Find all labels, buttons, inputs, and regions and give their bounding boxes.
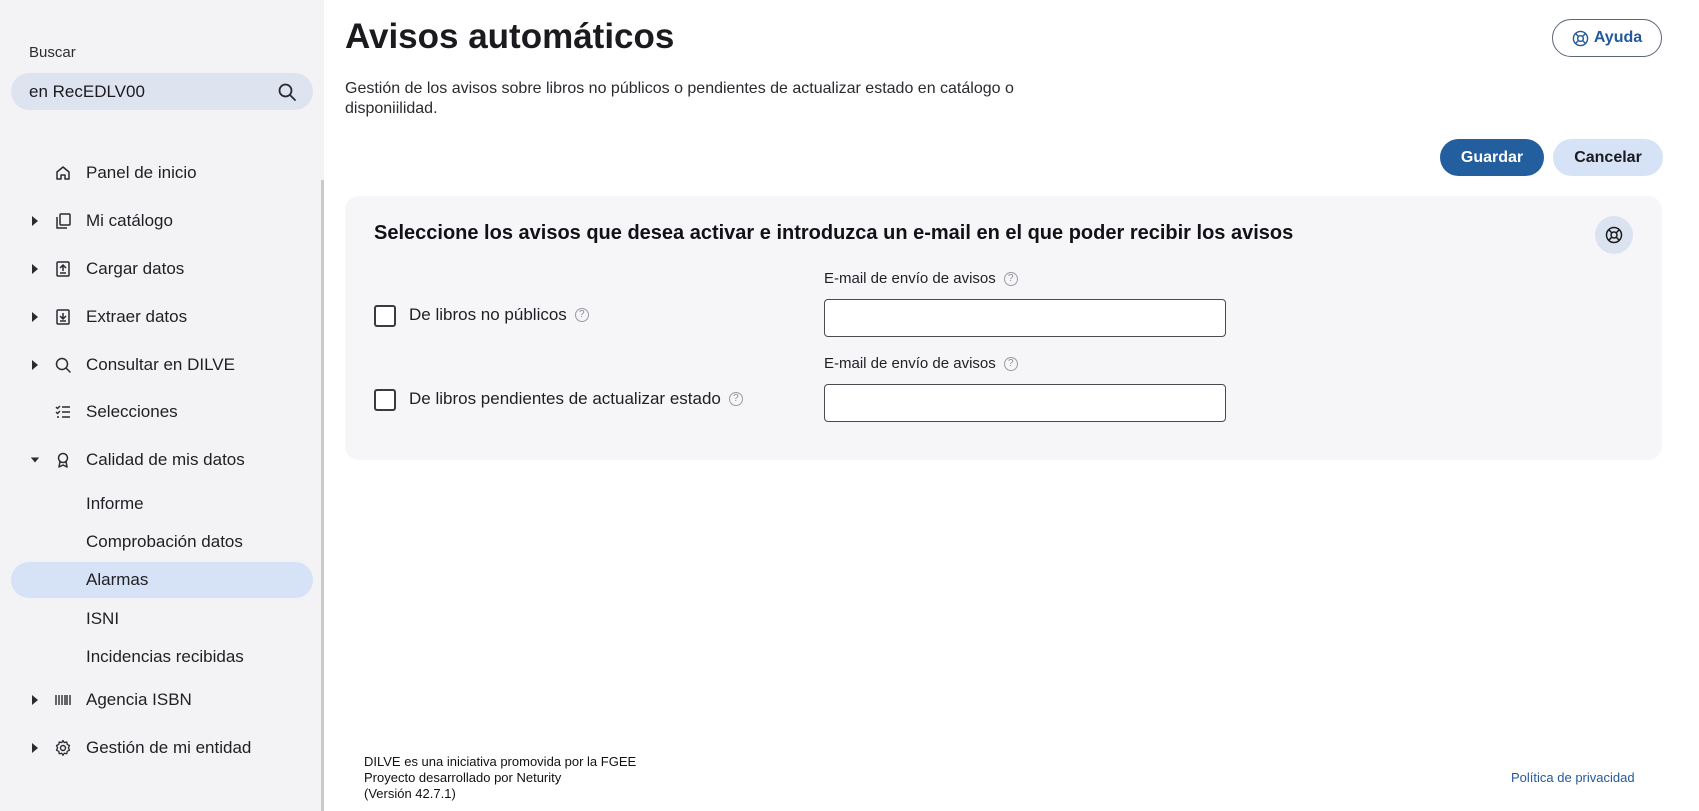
save-button[interactable]: Guardar <box>1440 139 1544 176</box>
catalog-icon <box>54 212 72 230</box>
alerts-panel <box>345 196 1662 460</box>
footer-line-version: (Versión 42.7.1) <box>364 786 456 801</box>
sidebar-item-label: Panel de inicio <box>86 163 197 182</box>
sidebar-item-label: Gestión de mi entidad <box>86 738 252 757</box>
pending-status-books-label <box>409 389 743 409</box>
sidebar-item-label: Cargar datos <box>86 259 185 278</box>
page-description: Gestión de los avisos sobre libros no públicos o pendientes de actualizar estado en catálogo o disponiilidad. <box>345 80 1014 117</box>
email-field-label <box>824 270 1018 287</box>
email-field-label-text: E-mail de envío de avisos <box>824 355 996 372</box>
pending-status-books-checkbox[interactable] <box>374 389 396 411</box>
non-public-email-field[interactable] <box>824 299 1226 337</box>
sidebar-item-label: Agencia ISBN <box>86 690 192 709</box>
pending-status-books-label-text: De libros pendientes de actualizar estado <box>409 389 721 408</box>
checklist-icon <box>54 403 72 421</box>
email-field-label <box>824 355 1018 372</box>
sidebar-item-gestion-de-mi-entidad[interactable] <box>0 730 324 766</box>
main-content <box>324 0 1699 811</box>
sidebar-item-label: Selecciones <box>86 402 178 421</box>
footer-info <box>364 754 636 802</box>
sidebar-subitem-label: Informe <box>86 494 144 513</box>
sidebar-item-label: Calidad de mis datos <box>86 450 245 469</box>
sidebar-item-cargar-datos[interactable] <box>0 251 324 287</box>
award-icon <box>54 451 72 469</box>
non-public-books-label <box>409 305 589 325</box>
sidebar <box>0 0 324 811</box>
non-public-books-checkbox[interactable] <box>374 305 396 327</box>
page-title: Avisos automáticos <box>345 17 675 56</box>
sidebar-item-mi-catalogo[interactable] <box>0 203 324 239</box>
help-circle-icon[interactable]: ? <box>1004 357 1018 371</box>
help-circle-icon[interactable]: ? <box>1004 272 1018 286</box>
search-box <box>11 73 313 110</box>
upload-icon <box>54 260 72 278</box>
sidebar-item-label: Consultar en DILVE <box>86 355 235 374</box>
search-input[interactable] <box>29 73 269 110</box>
help-circle-icon[interactable]: ? <box>729 392 743 406</box>
search-label: Buscar <box>29 44 76 61</box>
sidebar-item-label: Extraer datos <box>86 307 188 326</box>
sidebar-item-agencia-isbn[interactable] <box>0 682 324 718</box>
sidebar-subitem-alarmas[interactable] <box>11 562 313 598</box>
footer-line-developer: Proyecto desarrollado por Neturity <box>364 770 562 785</box>
panel-help-button[interactable] <box>1595 216 1633 254</box>
email-field-label-text: E-mail de envío de avisos <box>824 270 996 287</box>
sidebar-subitem-label: Incidencias recibidas <box>86 647 244 666</box>
caret-right-icon[interactable] <box>30 694 40 706</box>
search-icon <box>54 356 72 374</box>
download-icon <box>54 308 72 326</box>
panel-title: Seleccione los avisos que desea activar e introduzca un e-mail en el que poder recibir los avisos <box>374 222 1294 244</box>
sidebar-item-panel-de-inicio[interactable] <box>0 155 324 191</box>
sidebar-subitem-label: Comprobación datos <box>86 532 243 551</box>
sidebar-item-selecciones[interactable] <box>0 394 324 430</box>
cancel-button[interactable]: Cancelar <box>1553 139 1663 176</box>
caret-right-icon[interactable] <box>30 359 40 371</box>
caret-right-icon[interactable] <box>30 742 40 754</box>
sidebar-subitem-comprobacion-datos[interactable] <box>11 524 313 560</box>
help-button[interactable] <box>1552 19 1662 57</box>
help-button-label: Ayuda <box>1593 29 1643 46</box>
sidebar-item-calidad-de-mis-datos[interactable] <box>0 442 324 478</box>
pending-status-email-field[interactable] <box>824 384 1226 422</box>
sidebar-subitem-informe[interactable] <box>11 486 313 522</box>
non-public-books-label-text: De libros no públicos <box>409 305 567 324</box>
barcode-icon <box>54 691 72 709</box>
caret-right-icon[interactable] <box>30 311 40 323</box>
sidebar-item-label: Mi catálogo <box>86 211 173 230</box>
help-circle-icon[interactable]: ? <box>575 308 589 322</box>
gear-icon <box>54 739 72 757</box>
footer-line-initiative: DILVE es una iniciativa promovida por la FGEE <box>364 754 637 769</box>
search-icon[interactable] <box>277 82 297 102</box>
sidebar-item-extraer-datos[interactable] <box>0 299 324 335</box>
home-icon <box>54 164 72 182</box>
sidebar-subitem-label: ISNI <box>86 609 120 628</box>
caret-right-icon[interactable] <box>30 263 40 275</box>
privacy-policy-link[interactable]: Política de privacidad <box>1511 770 1635 785</box>
sidebar-subitem-incidencias-recibidas[interactable] <box>11 639 313 675</box>
lifebuoy-icon <box>1605 226 1623 244</box>
sidebar-item-consultar-en-dilve[interactable] <box>0 347 324 383</box>
lifebuoy-icon <box>1572 30 1589 47</box>
sidebar-subitem-isni[interactable] <box>11 601 313 637</box>
sidebar-subitem-label: Alarmas <box>86 570 149 589</box>
caret-right-icon[interactable] <box>30 215 40 227</box>
caret-down-icon[interactable] <box>30 454 40 466</box>
